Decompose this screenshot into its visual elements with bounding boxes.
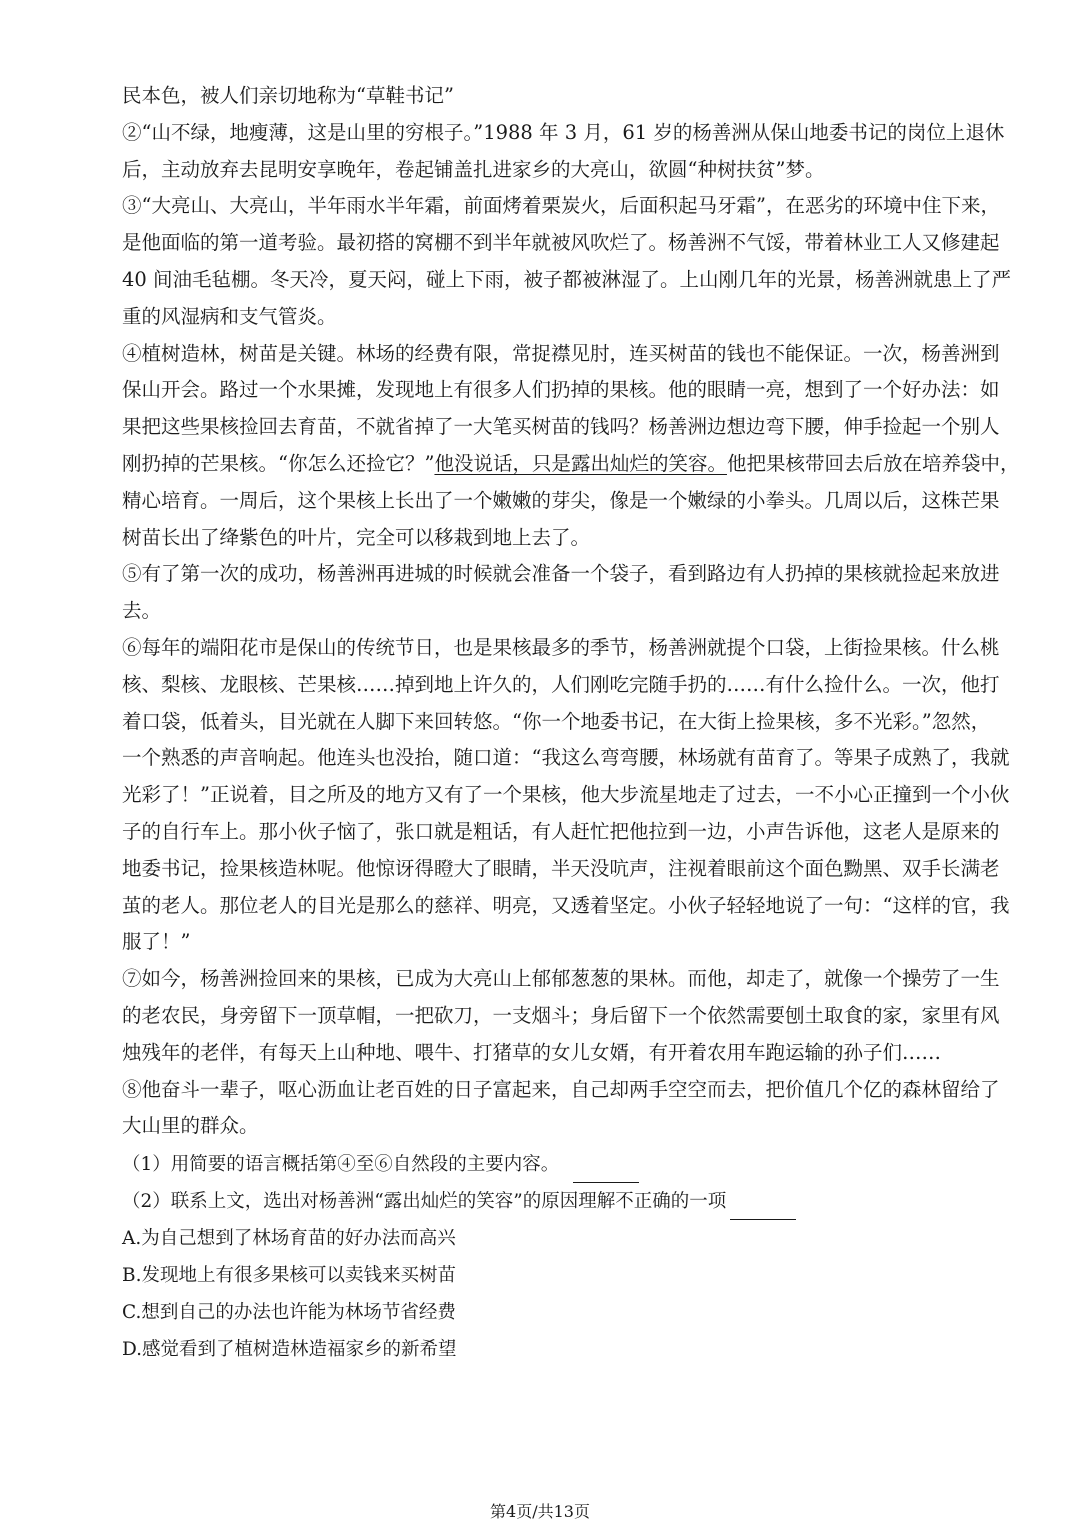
question-2	[122, 1183, 984, 1220]
paragraph-6	[122, 630, 1010, 961]
paragraph-line: 烛残年的老伴，有每天上山种地、喂牛、打猪草的女儿女婿，有开着农用车跑运输的孙子们……	[122, 1040, 942, 1064]
paragraph-line: 光彩了！”正说着，目之所及的地方又有了一个果核，他大步流星地走了过去，一不小心正撞到一个小伙	[122, 783, 1010, 807]
paragraph-line: 树苗长出了绛紫色的叶片，完全可以移栽到地上去了。	[122, 525, 591, 549]
paragraph-line: ②“山不绿，地瘦薄，这是山里的穷根子。”1988 年 3 月，61 岁的杨善洲从保山地委书记的岗位上退休	[122, 120, 1005, 144]
answer-blank[interactable]	[730, 1191, 796, 1220]
paragraph-line: 是他面临的第一道考验。最初搭的窝棚不到半年就被风吹烂了。杨善洲不气馁，带着林业工人又修建起	[122, 231, 1000, 255]
paragraph-line: 民本色，被人们亲切地称为“草鞋书记”	[122, 84, 454, 107]
paragraph-4	[122, 336, 1020, 557]
line-text: 刚扔掉的芒果核。“你怎么还捡它？”	[122, 451, 435, 475]
paragraph-line: 服了！”	[122, 930, 191, 954]
paragraph-7	[122, 961, 1000, 1071]
paragraph-3	[122, 188, 1012, 335]
paragraph-line: ⑥每年的端阳花市是保山的传统节日，也是果核最多的季节，杨善洲就提个口袋，上街捡果核。什么桃	[122, 635, 1000, 659]
paragraph-line: 重的风湿病和支气管炎。	[122, 304, 337, 328]
paragraph-line: 子的自行车上。那小伙子恼了，张口就是粗话，有人赶忙把他拉到一边，小声告诉他，这老人是原来的	[122, 819, 1000, 843]
paragraph-line: 果把这些果核捡回去育苗，不就省掉了一大笔买树苗的钱吗？杨善洲边想边弯下腰，伸手捡起一个别人	[122, 415, 1000, 439]
paragraph-line: 地委书记，捡果核造林呢。他惊讶得瞪大了眼睛，半天没吭声，注视着眼前这个面色黝黑、双手长满老	[122, 856, 1000, 880]
question-text: （1）用简要的语言概括第④至⑥自然段的主要内容。	[122, 1154, 560, 1176]
line-text: 他把果核带回去后放在培养袋中，	[726, 451, 1020, 475]
paragraph-line: 着口袋，低着头，目光就在人脚下来回转悠。“你一个地委书记，在大街上捡果核，多不光彩。”忽然，	[122, 709, 991, 733]
question-text: （2）联系上文，选出对杨善洲“露出灿烂的笑容”的原因理解不正确的一项	[122, 1191, 727, 1213]
paragraph-line: 后，主动放弃去昆明安享晚年，卷起铺盖扎进家乡的大亮山，欲圆“种树扶贫”梦。	[122, 157, 825, 181]
paragraph-line: 的老农民，身旁留下一顶草帽，一把砍刀，一支烟斗；身后留下一个依然需要刨土取食的家，家里有风	[122, 1003, 1000, 1027]
option-a: A.为自己想到了林场育苗的好办法而高兴	[122, 1228, 456, 1250]
paragraph-line: 一个熟悉的声音响起。他连头也没抬，随口道：“我这么弯弯腰，林场就有苗育了。等果子成熟了，我就	[122, 746, 1010, 770]
paragraph-line	[122, 446, 1020, 483]
option-b: B.发现地上有很多果核可以卖钱来买树苗	[122, 1265, 456, 1287]
paragraph-line: ⑤有了第一次的成功，杨善洲再进城的时候就会准备一个袋子，看到路边有人扔掉的果核就捡起来放进	[122, 562, 1000, 586]
paragraph-1	[122, 78, 984, 115]
document-page	[122, 78, 1020, 1368]
question-1	[122, 1146, 984, 1183]
paragraph-line: ⑦如今，杨善洲捡回来的果核，已成为大亮山上郁郁葱葱的果林。而他，却走了，就像一个操劳了一生	[122, 967, 1000, 991]
paragraph-line: 核、梨核、龙眼核、芒果核……掉到地上许久的，人们刚吃完随手扔的……有什么捡什么。一次，他打	[122, 672, 1000, 696]
paragraph-line: 去。	[122, 599, 162, 623]
paragraph-2	[122, 115, 1005, 189]
option-c: C.想到自己的办法也许能为林场节省经费	[122, 1302, 456, 1324]
answer-blank[interactable]	[573, 1154, 639, 1183]
underlined-sentence: 他没说话，只是露出灿烂的笑容。	[434, 451, 727, 475]
paragraph-line: 茧的老人。那位老人的目光是那么的慈祥、明亮，又透着坚定。小伙子轻轻地说了一句：“这样的官，我	[122, 893, 1010, 917]
paragraph-8	[122, 1072, 1000, 1146]
paragraph-line: 精心培育。一周后，这个果核上长出了一个嫩嫩的芽尖，像是一个嫩绿的小拳头。几周以后，这株芒果	[122, 488, 1000, 512]
page-number: 第4页/共13页	[490, 1502, 590, 1521]
paragraph-line: 大山里的群众。	[122, 1114, 259, 1138]
paragraph-line: 40 间油毛毡棚。冬天冷，夏天闷，碰上下雨，被子都被淋湿了。上山刚几年的光景，杨善洲就患上了严	[122, 267, 1012, 291]
option-d: D.感觉看到了植树造林造福家乡的新希望	[122, 1339, 457, 1361]
paragraph-5	[122, 556, 1000, 630]
paragraph-line: ③“大亮山、大亮山，半年雨水半年霜，前面烤着栗炭火，后面积起马牙霜”，在恶劣的环境中住下来，	[122, 194, 1000, 218]
paragraph-line: 保山开会。路过一个水果摊，发现地上有很多人们扔掉的果核。他的眼睛一亮，想到了一个好办法：如	[122, 378, 1000, 402]
paragraph-line: ④植树造林，树苗是关键。林场的经费有限，常捉襟见肘，连买树苗的钱也不能保证。一次，杨善洲到	[122, 341, 1000, 365]
paragraph-line: ⑧他奋斗一辈子，呕心沥血让老百姓的日子富起来，自己却两手空空而去，把价值几个亿的森林留给了	[122, 1077, 1000, 1101]
